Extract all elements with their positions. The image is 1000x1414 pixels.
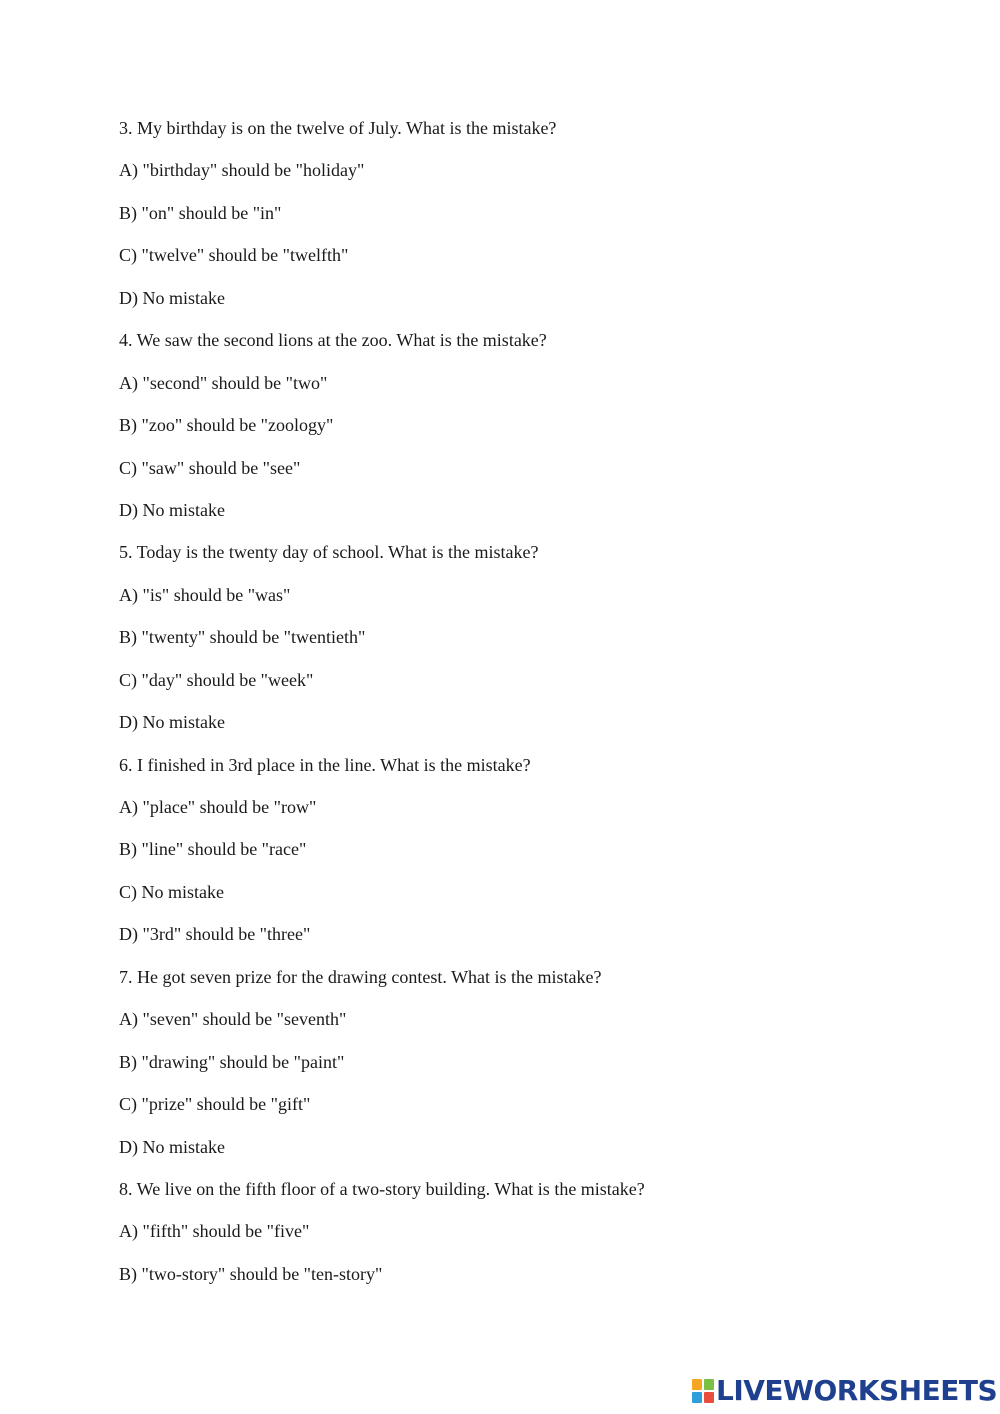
question-5-option-a: A) "is" should be "was" <box>119 584 291 605</box>
question-5-option-b: B) "twenty" should be "twentieth" <box>119 627 366 648</box>
question-6-option-c: C) No mistake <box>119 881 224 902</box>
question-6-option-d: D) "3rd" should be "three" <box>119 924 311 945</box>
question-8: 8. We live on the fifth floor of a two-story building. What is the mistake? <box>119 1178 645 1199</box>
question-7-option-a: A) "seven" should be "seventh" <box>119 1009 347 1030</box>
logo-square-4 <box>704 1392 714 1403</box>
question-5-option-c: C) "day" should be "week" <box>119 669 314 690</box>
question-4-option-a: A) "second" should be "two" <box>119 372 328 393</box>
question-4: 4. We saw the second lions at the zoo. What is the mistake? <box>119 330 547 351</box>
question-5-option-d: D) No mistake <box>119 712 225 733</box>
question-3-option-d: D) No mistake <box>119 287 225 308</box>
liveworksheets-logo-icon <box>692 1379 714 1403</box>
question-6-option-a: A) "place" should be "row" <box>119 797 317 817</box>
question-6-option-b: B) "line" should be "race" <box>119 839 307 860</box>
question-3: 3. My birthday is on the twelve of July. What is the mistake? <box>119 118 557 138</box>
question-7-option-c: C) "prize" should be "gift" <box>119 1094 311 1115</box>
question-3-option-b: B) "on" should be "in" <box>119 202 282 223</box>
question-7-option-d: D) No mistake <box>119 1136 225 1157</box>
question-7-option-b: B) "drawing" should be "paint" <box>119 1051 345 1072</box>
question-3-option-c: C) "twelve" should be "twelfth" <box>119 245 349 266</box>
question-3-option-a: A) "birthday" should be "holiday" <box>119 160 365 181</box>
liveworksheets-logo-text: LIVEWORKSHEETS <box>716 1374 998 1407</box>
logo-square-1 <box>692 1379 702 1390</box>
question-5: 5. Today is the twenty day of school. What is the mistake? <box>119 542 539 563</box>
logo-square-2 <box>704 1379 714 1390</box>
worksheet-content <box>119 116 939 1304</box>
question-8-option-a: A) "fifth" should be "five" <box>119 1221 310 1242</box>
question-4-option-c: C) "saw" should be "see" <box>119 457 301 478</box>
question-4-option-b: B) "zoo" should be "zoology" <box>119 415 334 436</box>
logo-square-3 <box>692 1392 702 1403</box>
question-7: 7. He got seven prize for the drawing contest. What is the mistake? <box>119 966 602 987</box>
question-4-option-d: D) No mistake <box>119 499 225 520</box>
question-6: 6. I finished in 3rd place in the line. What is the mistake? <box>119 754 531 775</box>
question-8-option-b: B) "two-story" should be "ten-story" <box>119 1263 383 1284</box>
liveworksheets-logo <box>692 1374 997 1408</box>
